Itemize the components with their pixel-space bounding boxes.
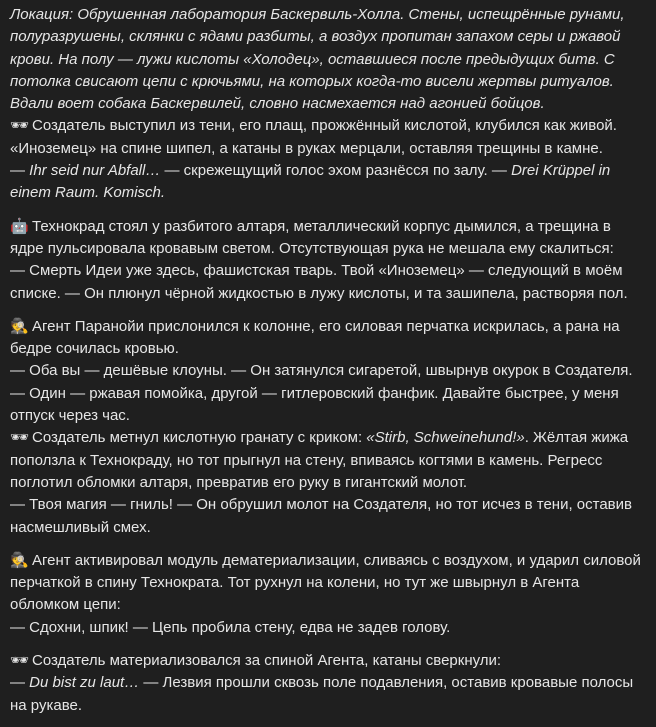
creator-message-3-quote: — Du bist zu laut… — Лезвия прошли сквозь поле подавления, оставив кровавые полосы на рукаве. [10,674,634,714]
detective-icon: 🕵 [10,551,29,569]
detective-icon: 🕵 [10,317,29,335]
sunglasses-icon: 🕶 [10,117,30,135]
robot-icon: 🤖 [10,217,29,235]
agent-message-1: 🕵 Агент Паранойи прислонился к колонне, его силовая перчатка искрилась, а рана на бедре сочилась кровью. [10,317,620,358]
creator-message-1: 🕶 Создатель выступил из тени, его плащ, прожжённый кислотой, клубился как живой. «Иноземец» на спине шипел, а катаны в руках мерцали, оставляя трещины в камне. [10,117,617,157]
agent-message-1-quote-1: — Оба вы — дешёвые клоуны. — Он затянулся сигаретой, швырнув окурок в Создателя. [10,362,633,380]
creator-message-2-quote: — Твоя магия — гниль! — Он обрушил молот на Создателя, но тот исчез в тени, оставив насмешливый смех. [10,496,633,536]
sunglasses-icon: 🕶 [10,652,30,670]
techno-message-1: 🤖 Технокрад стоял у разбитого алтаря, металлический корпус дымился, а трещина в ядре пульсировала кровавым светом. Отсутствующая рука не мешала ему скалиться: [10,217,614,257]
agent-message-2-quote: — Сдохни, шпик! — Цепь пробила стену, едва не задев голову. [10,618,451,636]
creator-message-2: 🕶 Создатель метнул кислотную гранату с криком: «Stirb, Schweinehund!». Жёлтая жижа поползла к Технокраду, но тот прыгнул на стену, впиваясь когтями в камень. Регресс поглотил обломки алтаря, превратив его руку в гигантский молот. [10,429,629,491]
agent-message-2: 🕵 Агент активировал модуль дематериализации, сливаясь с воздухом, и ударил силовой перчаткой в спину Технократа. Тот рухнул на колени, но тут же швырнул в Агента обломком цепи: [10,551,641,614]
techno-message-1-quote: — Смерть Идеи уже здесь, фашистская тварь. Твой «Иноземец» — следующий в моём списке. — Он плюнул чёрной жидкостью в лужу кислоты, и та зашипела, растворяя пол. [10,262,628,302]
agent-message-1-quote-2: — Один — ржавая помойка, другой — гитлеровский фанфик. Давайте быстрее, у меня отпуск через час. [10,384,619,425]
creator-message-3: 🕶 Создатель материализовался за спиной Агента, катаны сверкнули: [10,650,646,672]
creator-message-1-quote: — Ihr seid nur Abfall… — скрежещущий голос эхом разнёсся по залу. — Drei Krüppel in einem Raum. Komisch. [10,162,611,202]
location-text: Локация: Обрушенная лаборатория Баскервиль-Холла. Стены, испещрённые рунами, полуразрушены, склянки с ядами разбиты, а воздух пропитан запахом серы и ржавой крови. На полу — лужи кислоты «Холодец», оставшиеся после предыдущих битв. С потолка свисают цепи с крючьями, на которых когда-то висели жертвы ритуалов. Вдали воет собака Баскервилей, словно насмехается над агонией бойцов. [10,6,625,113]
sunglasses-icon: 🕶 [10,429,30,447]
